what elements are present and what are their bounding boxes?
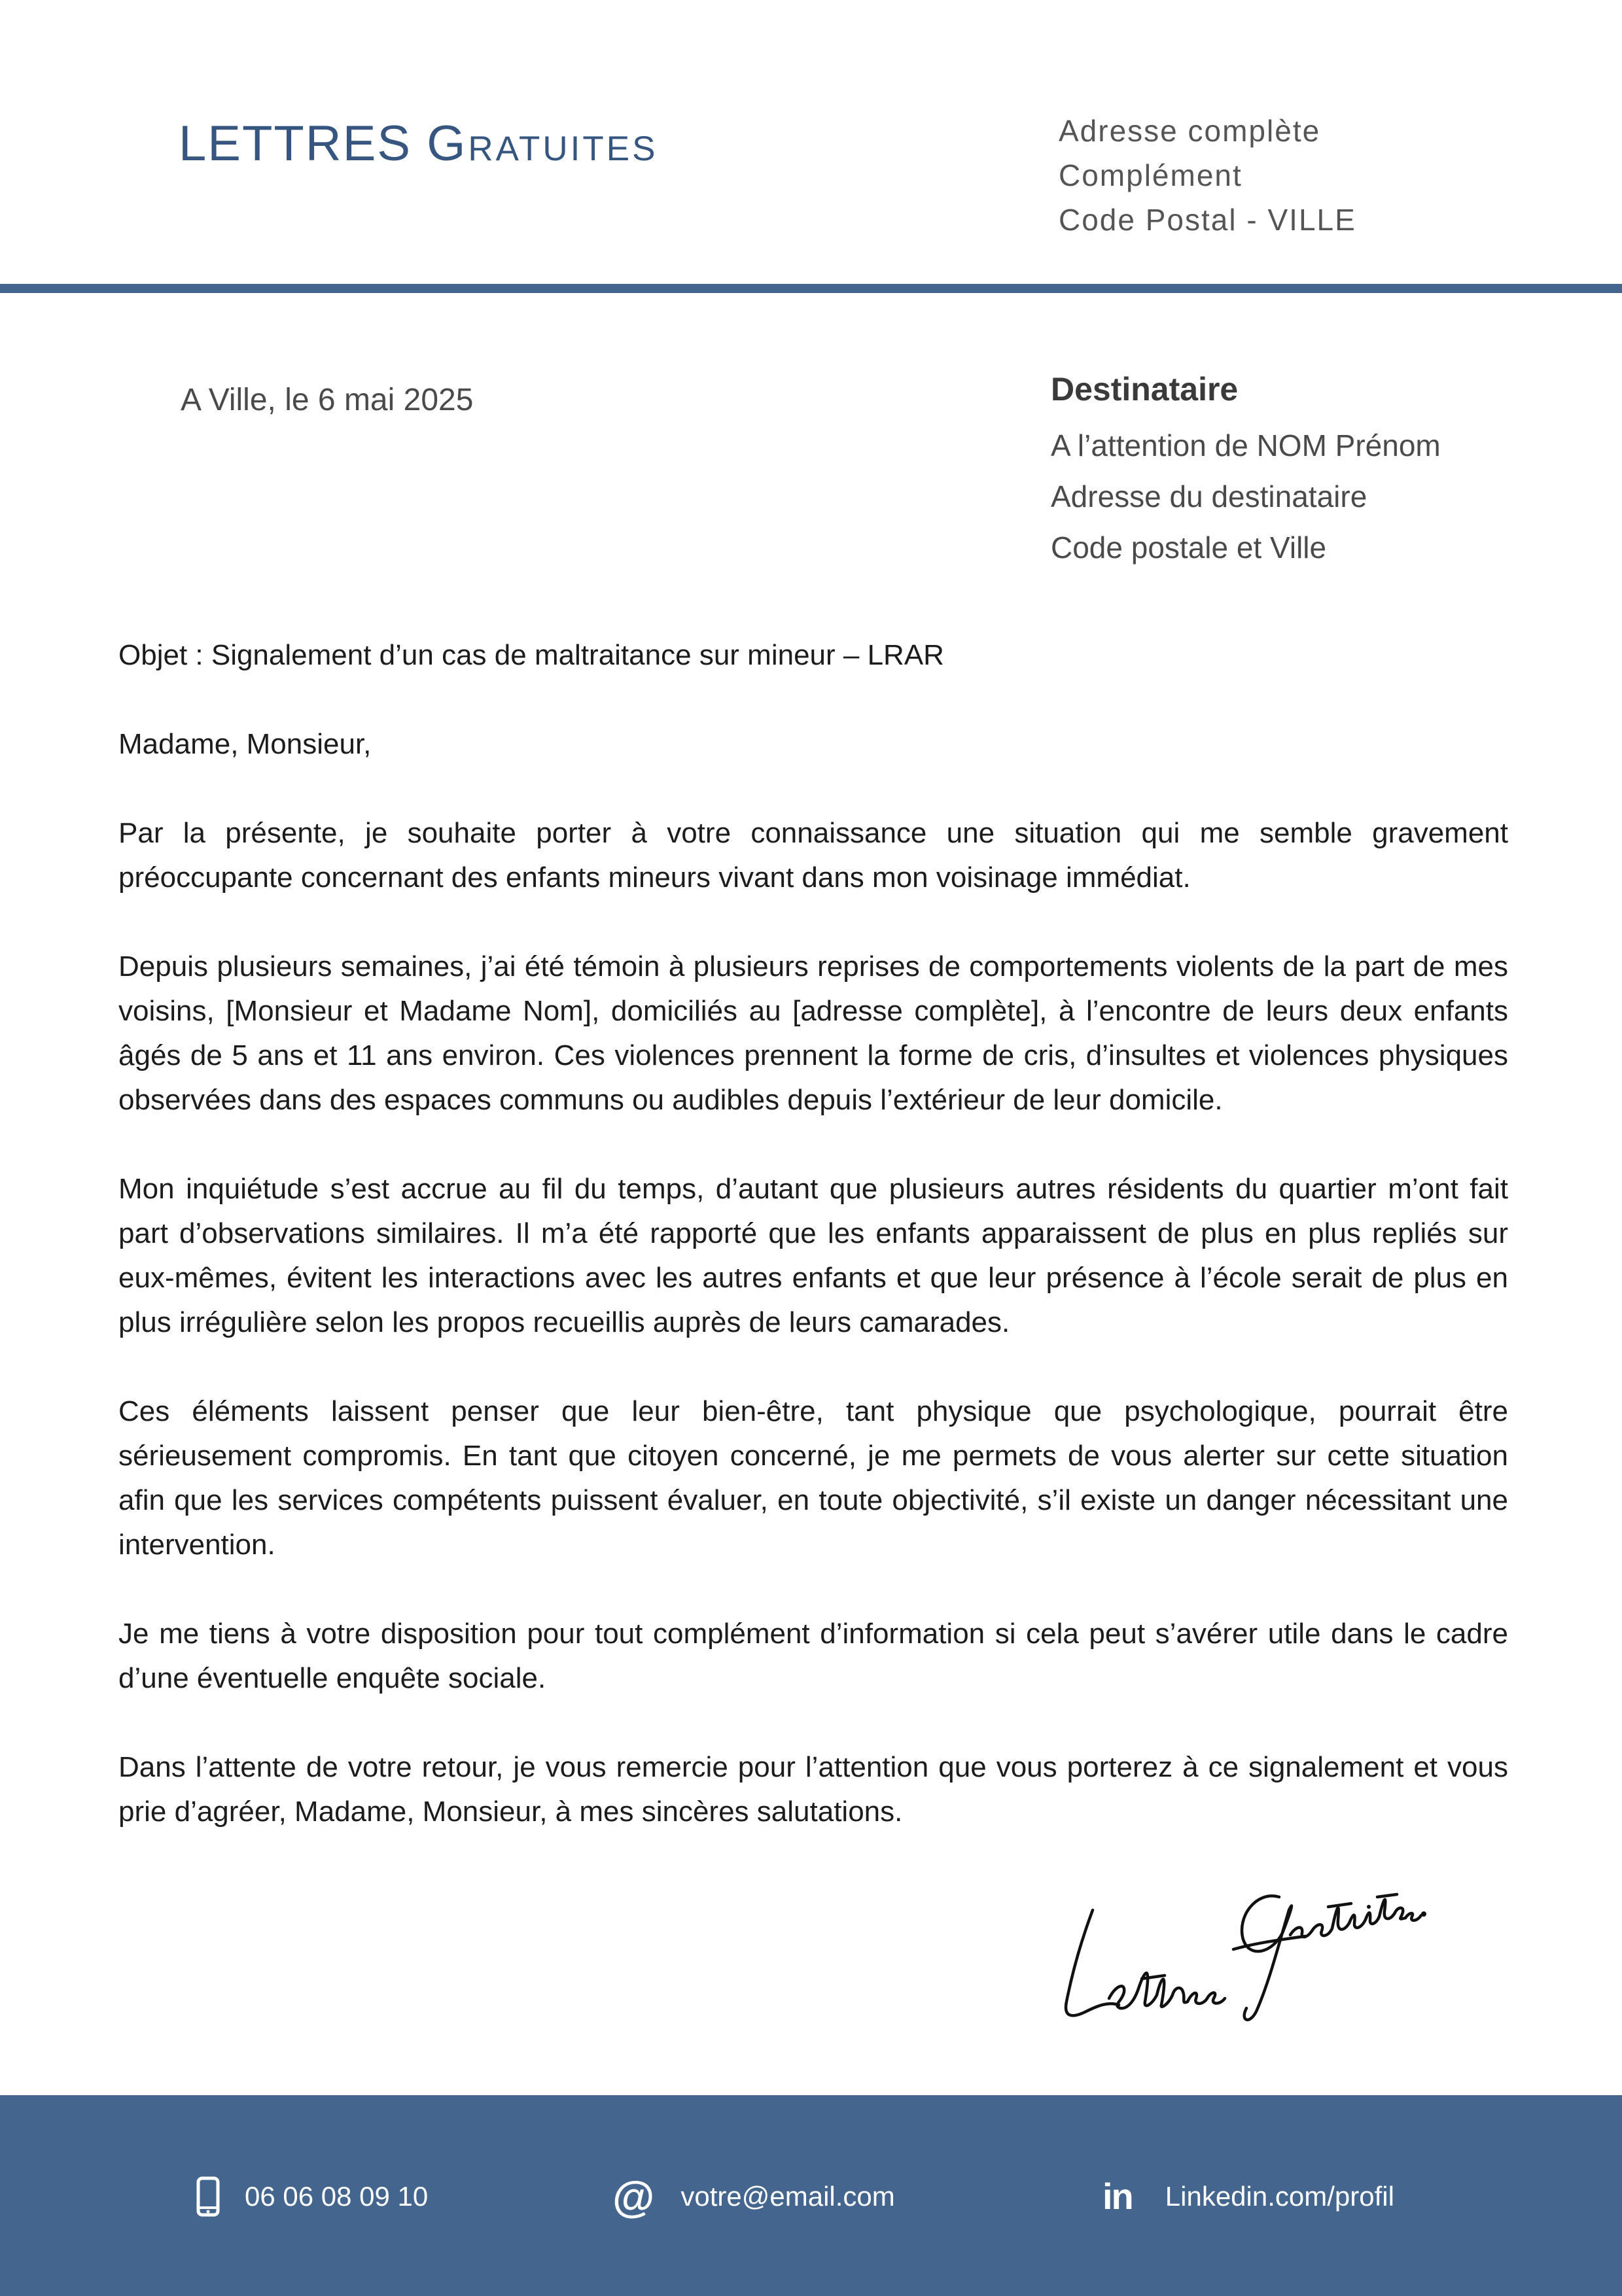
recipient-title: Destinataire [1051,371,1239,408]
letter-paragraph: Je me tiens à votre disposition pour tout complément d’information si cela peut s’avérer utile dans le cadre d’une éventuelle enquête sociale. [118,1618,1508,1694]
letter-paragraph: Depuis plusieurs semaines, j’ai été témoin à plusieurs reprises de comportements violents de la part de mes voisins, [Monsieur et Madame Nom], domiciliés au [adresse complète], à l’encontre de leurs deux enfants âgés de 5 ans et 11 ans environ. Ces violences prennent la forme de cris, d’insultes et violences physiques observées dans des espaces communs ou audibles depuis l’extérieur de leur domicile. [118,950,1508,1116]
footer-linkedin [1102,2173,1394,2220]
email-address[interactable]: votre@email.com [680,2181,895,2212]
brand-word-lettres: LETTRES [179,116,412,171]
brand-title [179,115,658,172]
letter-paragraph: Mon inquiétude s’est accrue au fil du temps, d’autant que plusieurs autres résidents du quartier m’ont fait part d’observations similaires. Il m’a été rapporté que les enfants apparaissent de plus en plus repliés sur eux-mêmes, évitent les interactions avec les autres enfants et que leur présence à l’école serait de plus en plus irrégulière selon les propos recueillis auprès de leurs camarades. [118,1173,1508,1338]
sender-postal-city: Code Postal - VILLE [1059,203,1356,237]
letter-body [118,633,1508,1879]
header-divider [0,284,1622,293]
letter-subject: Objet : Signalement d’un cas de maltraitance sur mineur – LRAR [118,639,944,671]
date-line: A Ville, le 6 mai 2025 [181,383,474,417]
footer-phone [196,2173,428,2220]
at-sign-icon: @ [612,2172,655,2221]
handwritten-signature [1047,1871,1426,2034]
footer-email [612,2173,895,2220]
recipient-address: Adresse du destinataire [1051,479,1367,513]
recipient-postal-city: Code postale et Ville [1051,531,1327,565]
phone-icon [196,2176,220,2217]
letter-paragraph: Par la présente, je souhaite porter à votre connaissance une situation qui me semble gravement préoccupante concernant des enfants mineurs vivant dans mon voisinage immédiat. [118,817,1508,894]
letter-paragraph: Dans l’attente de votre retour, je vous remercie pour l’attention que vous porterez à ce signalement et vous prie d’agréer, Madame, Monsieur, à mes sincères salutations. [118,1751,1508,1828]
sender-address [1059,109,1356,242]
linkedin-url[interactable]: Linkedin.com/profil [1165,2181,1394,2212]
sender-address-line: Adresse complète [1059,114,1321,148]
letter-salutation: Madame, Monsieur, [118,728,372,760]
linkedin-icon: in [1102,2176,1133,2217]
recipient-block [1051,370,1441,573]
phone-number[interactable]: 06 06 08 09 10 [245,2181,429,2212]
letter-paragraph: Ces éléments laissent penser que leur bien-être, tant physique que psychologique, pourrait être sérieusement compromis. En tant que citoyen concerné, je me permets de vous alerter sur cette situation afin que les services compétents puissent évaluer, en toute objectivité, s’il existe un danger nécessitant une intervention. [118,1395,1508,1561]
recipient-attention: A l’attention de NOM Prénom [1051,428,1441,462]
sender-address-complement: Complément [1059,158,1243,192]
brand-word-gratuites: Gratuites [427,116,658,171]
